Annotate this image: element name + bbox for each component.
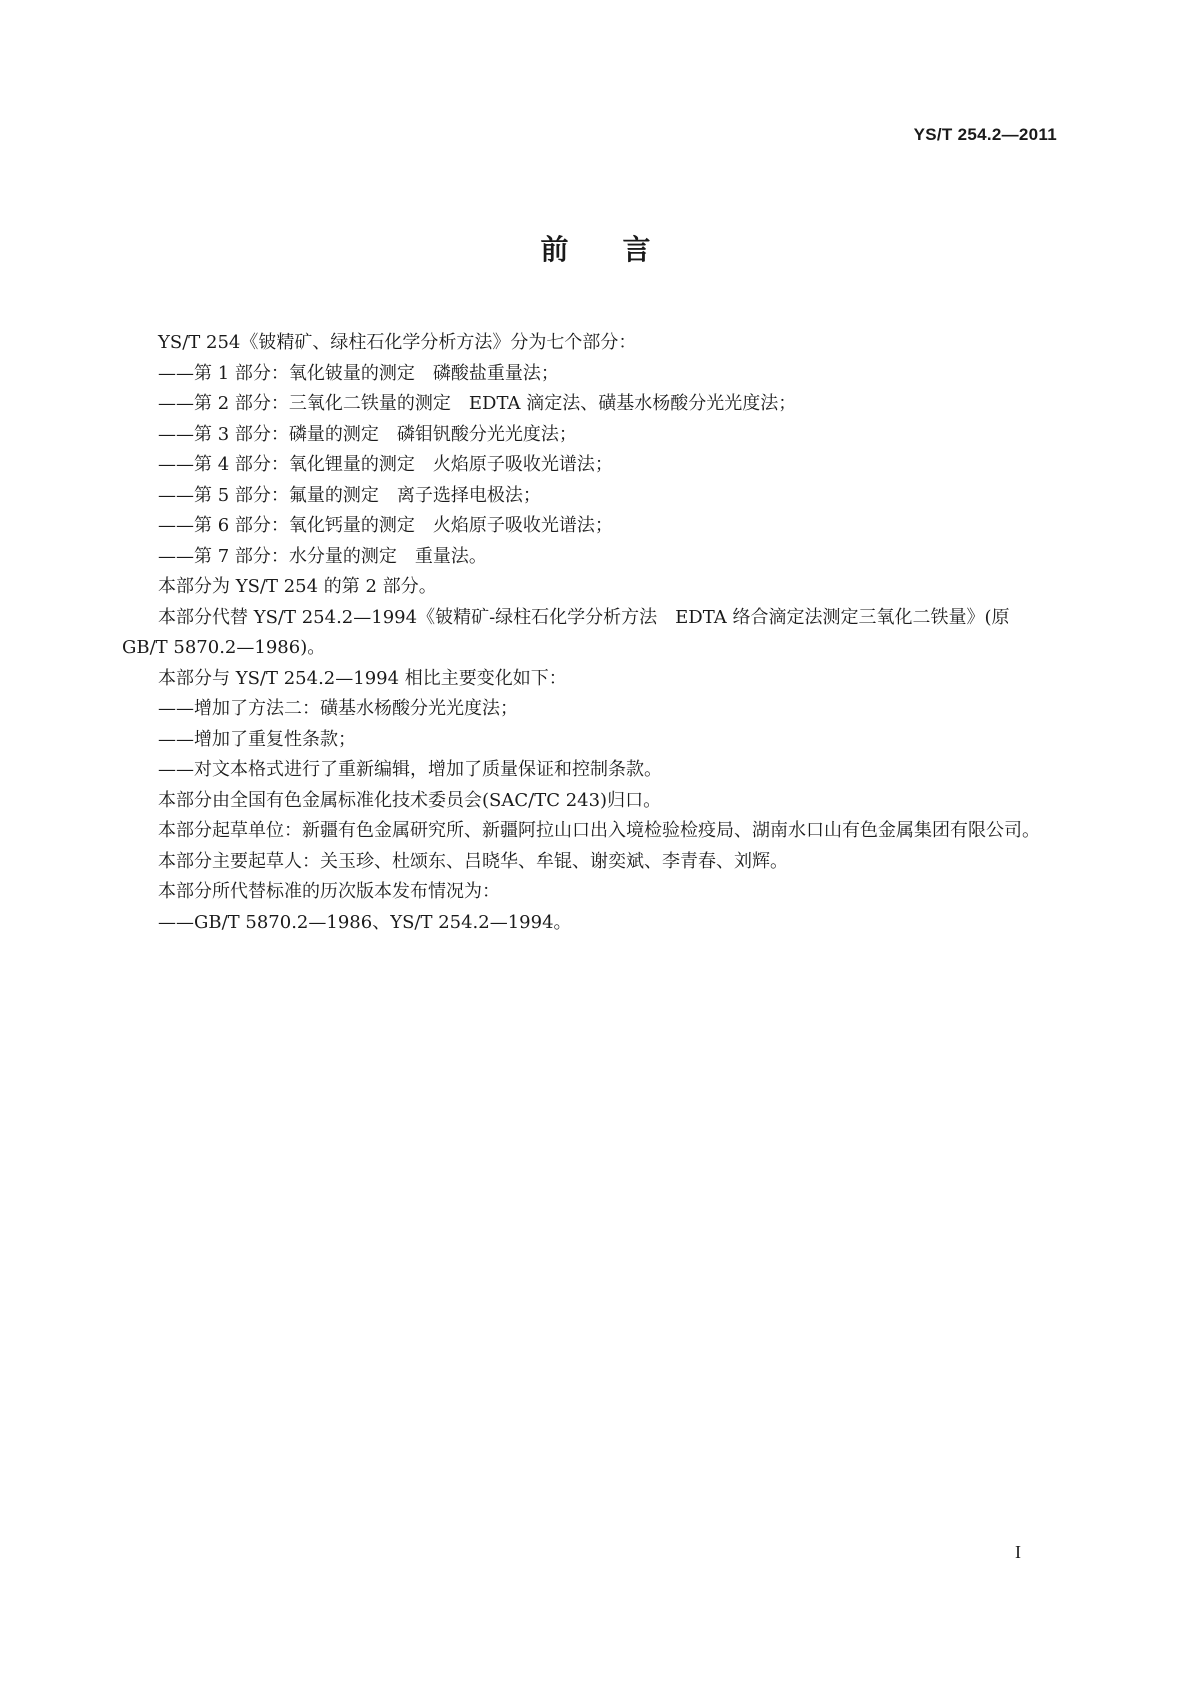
change-item: ——增加了重复性条款；: [158, 728, 356, 750]
drafters-paragraph: 本部分主要起草人：关玉珍、杜颂东、吕晓华、牟锟、谢奕斌、李青春、刘辉。: [158, 850, 788, 872]
part-statement: 本部分为 YS/T 254 的第 2 部分。: [158, 576, 437, 597]
part-item: ——第 2 部分：三氧化二铁量的测定 EDTA 滴定法、磺基水杨酸分光光度法；: [158, 393, 797, 414]
replaces-paragraph: 本部分代替 YS/T 254.2—1994《铍精矿-绿柱石化学分析方法 EDTA 络合滴定法测定三氧化二铁量》(原 GB/T 5870.2—1986)。: [122, 606, 1010, 658]
history-item: ——GB/T 5870.2—1986、YS/T 254.2—1994。: [158, 911, 572, 933]
page-title: 前言: [540, 233, 705, 266]
part-item: ——第 1 部分：氧化铍量的测定 磷酸盐重量法；: [158, 362, 559, 384]
changes-intro: 本部分与 YS/T 254.2—1994 相比主要变化如下：: [158, 667, 567, 689]
change-item: ——增加了方法二：磺基水杨酸分光光度法；: [158, 698, 518, 719]
page-number: I: [1015, 1542, 1021, 1562]
history-intro: 本部分所代替标准的历次版本发布情况为：: [158, 881, 500, 902]
part-item: ——第 6 部分：氧化钙量的测定 火焰原子吸收光谱法；: [158, 515, 613, 536]
intro-paragraph: YS/T 254《铍精矿、绿柱石化学分析方法》分为七个部分：: [158, 332, 637, 353]
part-item: ——第 5 部分：氟量的测定 离子选择电极法；: [158, 484, 541, 506]
standard-code: YS/T 254.2—2011: [913, 125, 1057, 144]
centralized-paragraph: 本部分由全国有色金属标准化技术委员会(SAC/TC 243)归口。: [158, 789, 662, 811]
foreword-body: [122, 328, 1057, 938]
part-item: ——第 4 部分：氧化锂量的测定 火焰原子吸收光谱法；: [158, 454, 613, 475]
change-item: ——对文本格式进行了重新编辑，增加了质量保证和控制条款。: [158, 759, 662, 780]
part-item: ——第 3 部分：磷量的测定 磷钼钒酸分光光度法；: [158, 423, 577, 445]
drafting-units-paragraph: 本部分起草单位：新疆有色金属研究所、新疆阿拉山口出入境检验检疫局、湖南水口山有色金属集团有限公司。: [158, 820, 1040, 841]
part-item: ——第 7 部分：水分量的测定 重量法。: [158, 545, 487, 567]
